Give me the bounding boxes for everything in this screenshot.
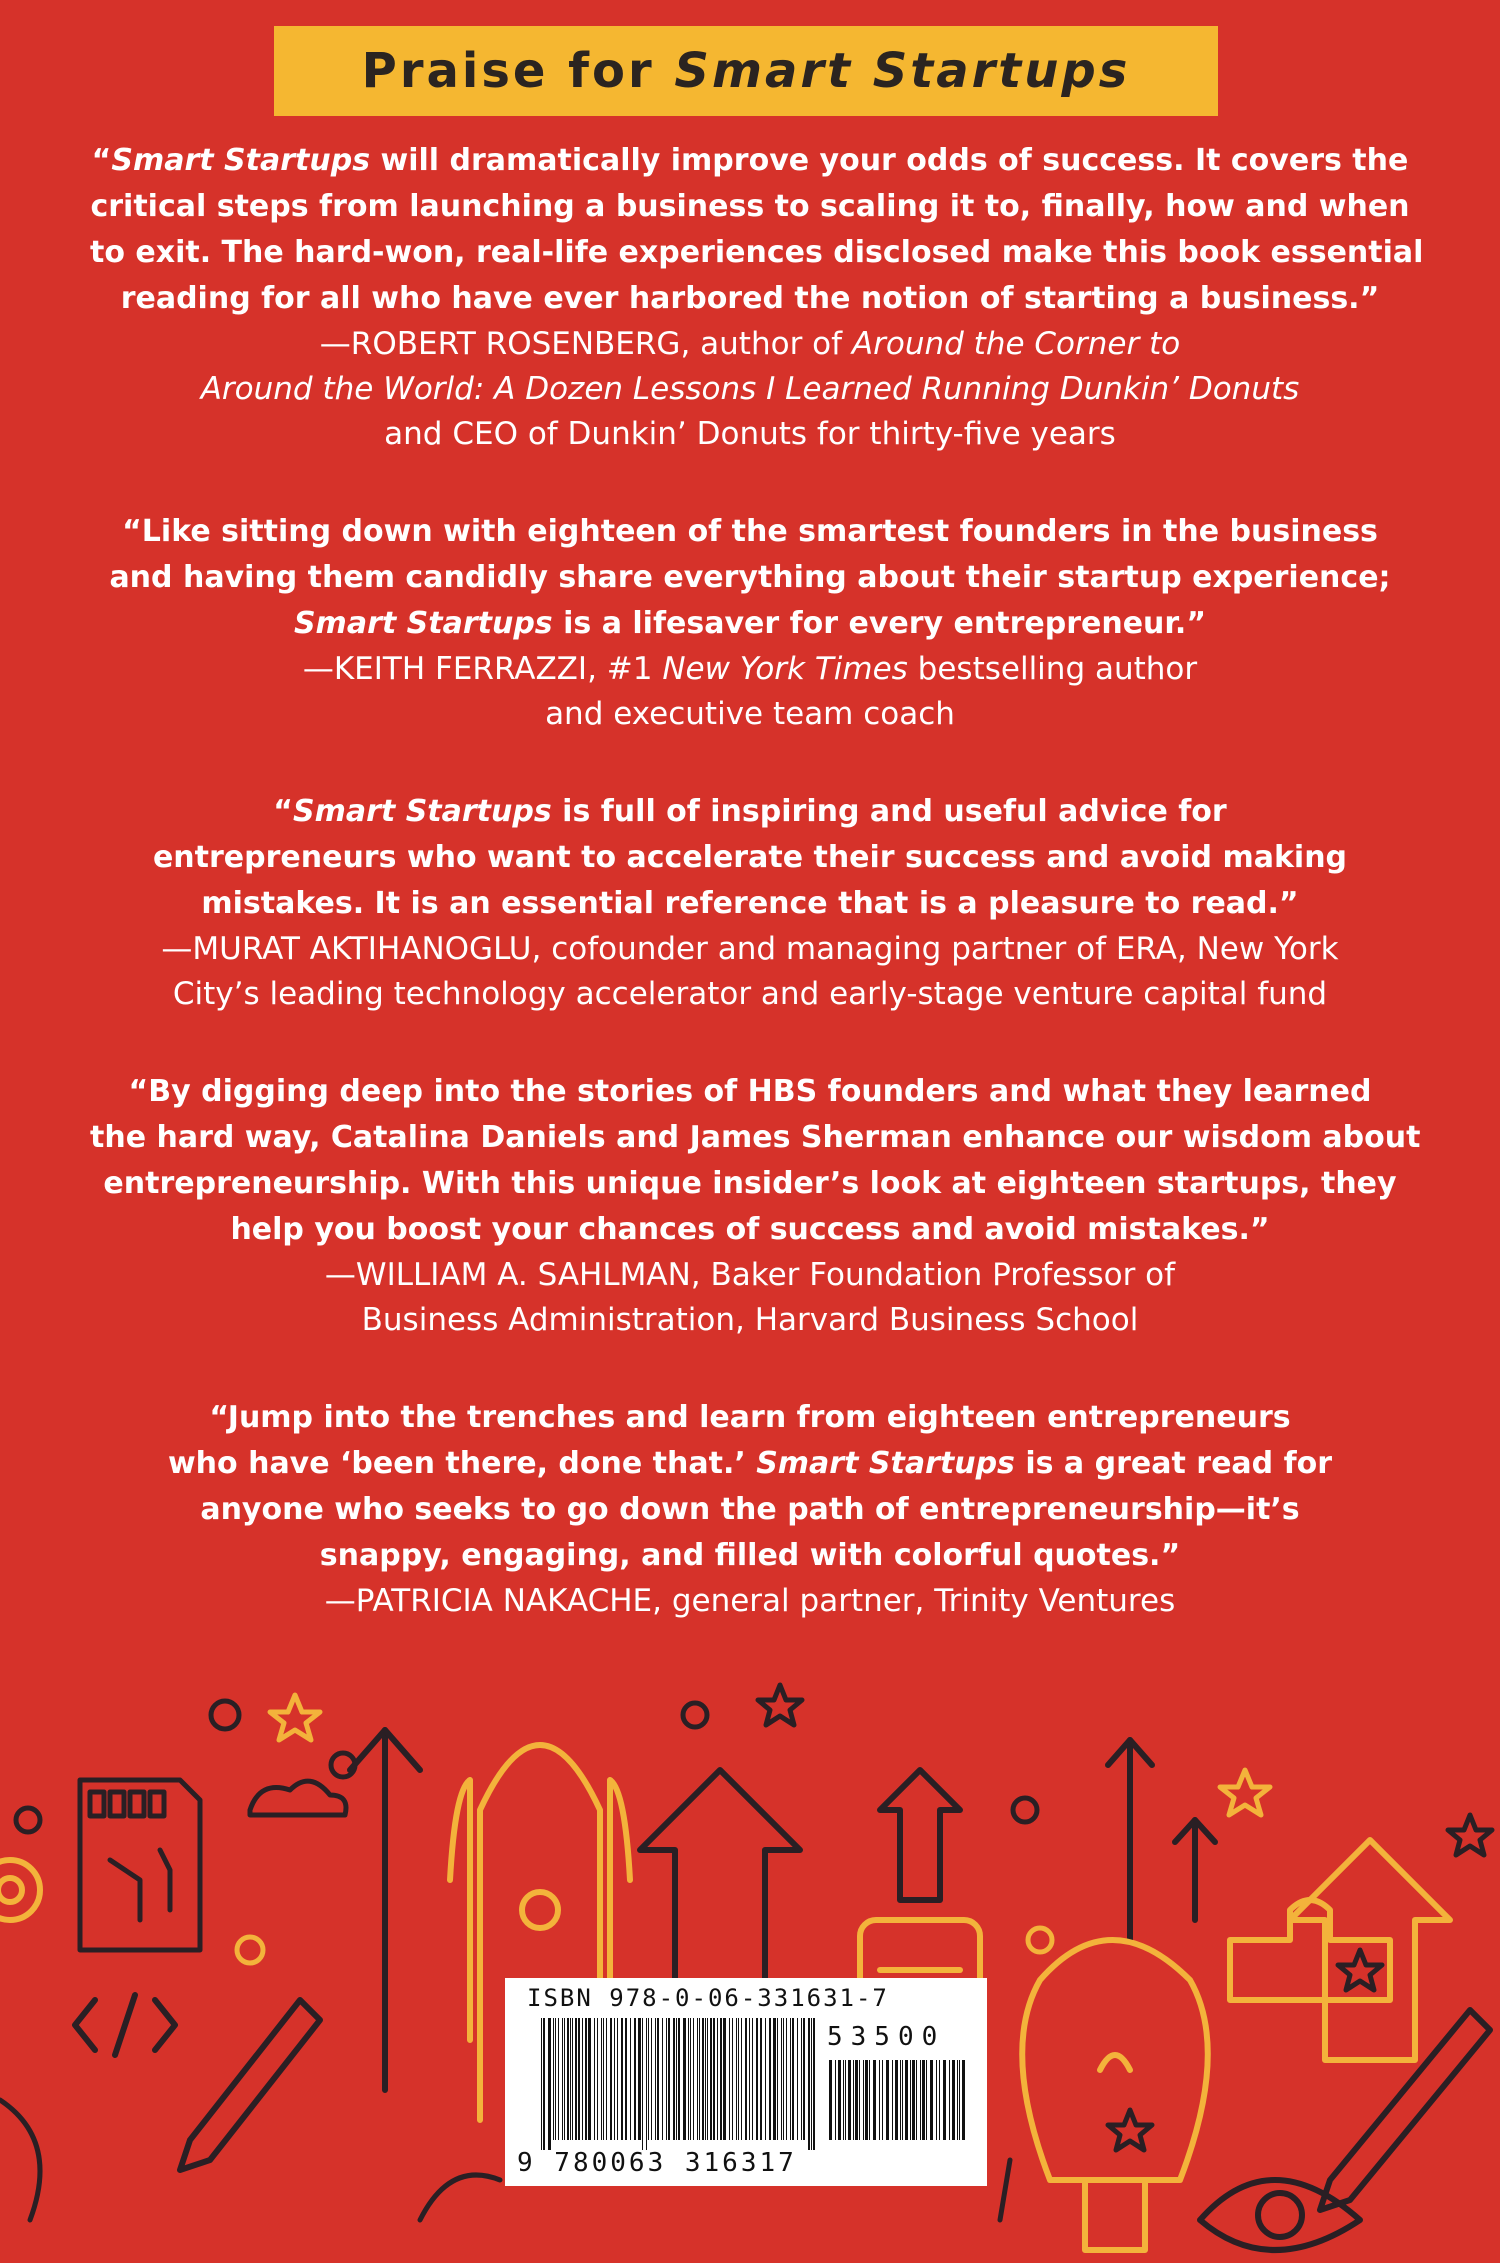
barcode-bar [673,2018,675,2140]
lightbulb-icon [1022,1940,1208,2250]
barcode-bar [741,2018,742,2140]
barcode-bar [567,2018,569,2140]
barcode-bar [662,2018,663,2140]
barcode-bar [801,2018,802,2140]
barcode-bar [829,2060,832,2140]
barcode-bar [790,2018,791,2140]
barcode-bar [926,2060,927,2140]
text-run: to exit. The hard-won, real-life experiences disclosed make this book essential [90,235,1424,270]
barcode-bar [690,2018,691,2140]
quote-line [90,1533,1410,1579]
barcode-bar [939,2060,940,2140]
barcode-bar [808,2018,810,2150]
barcode-bar [705,2018,706,2140]
quote-line [90,276,1410,322]
text-run: “Jump into the trenches and learn from eighteen entrepreneurs [209,1400,1291,1435]
barcode-bar [765,2018,766,2140]
text-run: entrepreneurship. With this unique insider’s look at eighteen startups, they [103,1166,1397,1201]
barcode-bar [957,2060,958,2140]
italic-title: Smart Startups [293,606,553,641]
barcode-bar [769,2018,771,2140]
barcode-bar [625,2018,627,2140]
text-run: “ [273,794,293,829]
barcode-bar [916,2060,917,2140]
quote-line [90,184,1410,230]
barcode-bar [541,2018,542,2150]
barcode-bar [936,2060,937,2140]
italic-title: New York Times [662,651,908,687]
barcode-bar [835,2060,836,2140]
text-run: will dramatically improve your odds of success. It covers the [370,143,1409,178]
text-run: “Like sitting down with eighteen of the smartest founders in the business [122,514,1378,549]
eye-icon [1200,2180,1360,2250]
barcode-bar [745,2018,747,2140]
attribution-line [90,1253,1410,1298]
barcode-bar [634,2018,636,2140]
testimonial [90,1069,1421,1343]
barcode-bar [900,2060,901,2140]
barcode-bar [657,2018,659,2140]
barcode-bar [813,2018,815,2150]
barcode-bar [603,2018,604,2140]
barcode-bar [710,2018,712,2140]
italic-title: Smart Startups [293,794,552,829]
barcode-bar [786,2018,787,2140]
quote-line [90,1069,1410,1115]
text-run: and executive team coach [545,696,955,732]
text-run: —WILLIAM A. SAHLMAN, Baker Foundation Professor of [324,1257,1176,1293]
title-book: Smart Startups [674,43,1131,99]
barcode-bar [943,2060,946,2140]
barcode-bar [570,2018,571,2140]
barcode-bar [732,2018,733,2140]
text-run: help you boost your chances of success and avoid mistakes.” [230,1212,1270,1247]
barcode-bar [630,2018,631,2140]
barcode-bar [783,2018,784,2140]
barcode-bar [892,2060,893,2140]
attribution-line [90,692,1410,737]
barcode-bar [578,2018,580,2140]
italic-title: Around the Corner to [851,326,1181,362]
barcode-bar [792,2018,794,2140]
barcode-bar [614,2018,615,2140]
barcode-bar [949,2060,950,2140]
barcode-bar [585,2018,587,2140]
barcode-bar [797,2018,798,2140]
barcode-bar [811,2018,812,2150]
text-run: snappy, engaging, and filled with colorful quotes.” [319,1538,1181,1573]
quote-line [90,1395,1410,1441]
isbn-digits: 9 780063 316317 [517,2148,797,2178]
chip-icon [80,1780,200,1950]
barcode-bar [781,2018,782,2140]
barcode-bar [651,2018,652,2140]
attribution-line [90,1298,1410,1343]
barcode-bar [803,2018,805,2140]
text-run: mistakes. It is an essential reference that is a pleasure to read.” [201,886,1299,921]
barcode-bar [838,2060,841,2140]
text-run: who have ‘been there, done that.’ [167,1446,757,1481]
barcode-bar [756,2018,758,2140]
barcode-bar [879,2060,880,2140]
italic-title: Around the World: A Dozen Lessons I Learned Running Dunkin’ Donuts [200,371,1300,407]
barcode-bar [575,2018,577,2140]
barcode-bar [617,2018,618,2140]
barcode-bar [699,2018,700,2140]
barcode-bar [962,2060,965,2140]
barcode-bar [895,2060,898,2140]
quote-line [90,1441,1410,1487]
text-run: —ROBERT ROSENBERG, author of [319,326,852,362]
barcode-bar [678,2018,680,2140]
quote-line [90,1487,1410,1533]
barcode-bar [853,2060,854,2140]
barcode-bar [582,2018,583,2140]
barcode-bar [865,2060,868,2140]
barcode-bar [543,2018,545,2150]
quotes-section [90,138,1424,1676]
barcode-panel [505,1978,987,2186]
barcode-bar [606,2018,607,2140]
text-run: Business Administration, Harvard Business School [361,1302,1139,1338]
title-prefix: Praise for [361,43,675,99]
text-run: entrepreneurs who want to accelerate their success and avoid making [152,840,1348,875]
barcode-bar [777,2018,778,2140]
barcode-addon [827,2060,967,2150]
barcode-bar [683,2018,686,2140]
testimonial [90,789,1410,1017]
barcode-bar [646,2018,647,2150]
barcode-bar [601,2018,602,2140]
title-banner [274,26,1218,116]
barcode-bar [713,2018,715,2140]
barcode-bar [760,2018,762,2140]
attribution-line [90,927,1410,972]
barcode-bar [882,2060,883,2140]
testimonial [90,1395,1410,1624]
text-run: is full of inspiring and useful advice for [551,794,1227,829]
barcode-bar [638,2018,641,2140]
circle-icon [237,1928,1052,1963]
barcode-main [539,2018,819,2150]
price-code: 53500 [827,2022,946,2052]
barcode-bar [920,2060,921,2140]
quote-line [90,230,1424,276]
attribution-line [90,972,1410,1017]
barcode-bar [594,2018,595,2140]
quote-line [90,1161,1410,1207]
barcode-bar [717,2018,718,2140]
text-run: and having them candidly share everything about their startup experience; [109,560,1391,595]
cloud-icon [250,1781,346,1815]
barcode-bar [702,2018,704,2140]
barcode-bar [666,2018,667,2140]
barcode-bar [738,2018,739,2140]
text-run: —MURAT AKTIHANOGLU, cofounder and managing partner of ERA, New York [161,931,1339,967]
barcode-bar [558,2018,559,2140]
barcode-bar [588,2018,591,2140]
quote-line [90,509,1410,555]
barcode-bar [548,2018,551,2150]
quote-line [90,1115,1421,1161]
quote-line [90,555,1410,601]
barcode-bar [886,2060,889,2140]
barcode-bar [859,2060,860,2140]
quote-line [90,138,1410,184]
text-run: “By digging deep into the stories of HBS founders and what they learned [128,1074,1372,1109]
barcode-bar [655,2018,656,2140]
barcode-bar [869,2060,870,2140]
attribution-line [90,412,1410,457]
barcode-bar [845,2060,846,2140]
text-run: reading for all who have ever harbored the notion of starting a business.” [120,281,1380,316]
italic-title: Smart Startups [756,1446,1015,1481]
isbn-label: ISBN 978-0-06-331631-7 [527,1984,889,2012]
page-title [362,43,1131,99]
attribution-line [90,367,1410,412]
text-run: bestselling author [907,651,1198,687]
barcode-bar [723,2018,726,2140]
barcode-bar [668,2018,670,2140]
barcode-bar [610,2018,612,2140]
barcode-bar [729,2018,730,2140]
barcode-bar [749,2018,750,2140]
barcode-bar [562,2018,563,2140]
barcode-bar [912,2060,915,2140]
text-run: “ [91,143,112,178]
quote-line [90,1207,1410,1253]
barcode-bar [553,2018,554,2140]
barcode-bar [707,2018,708,2140]
barcode-bar [621,2018,623,2140]
quote-line [90,835,1410,881]
barcode-bar [848,2060,851,2140]
text-run: —PATRICIA NAKACHE, general partner, Trinity Ventures [324,1583,1176,1619]
barcode-bar [642,2018,643,2150]
barcode-bar [752,2018,753,2140]
barcode-bar [564,2018,565,2140]
barcode-bar [952,2060,955,2140]
text-run: anyone who seeks to go down the path of entrepreneurship—it’s [200,1492,1300,1527]
barcode-bar [648,2018,649,2140]
arrow-icon [1290,1840,1450,2060]
barcode-bar [922,2060,925,2140]
attribution-line [90,1579,1410,1624]
quote-line [90,881,1410,927]
barcode-bar [910,2060,911,2140]
barcode-bar [693,2018,694,2140]
barcode-bar [597,2018,598,2140]
testimonial [90,509,1410,737]
barcode-bar [720,2018,722,2140]
barcode-bar [863,2060,864,2140]
barcode-bar [773,2018,776,2140]
barcode-bar [676,2018,677,2140]
text-run: the hard way, Catalina Daniels and James Sherman enhance our wisdom about [90,1120,1421,1155]
barcode-bar [873,2060,876,2140]
quote-line [90,789,1410,835]
barcode-bar [930,2060,933,2140]
text-run: and CEO of Dunkin’ Donuts for thirty-five years [384,416,1116,452]
text-run: critical steps from launching a business to scaling it to, finally, how and when [90,189,1410,224]
text-run: is a great read for [1014,1446,1333,1481]
code-icon [75,1995,175,2055]
attribution-line [90,322,1410,367]
testimonial [90,138,1424,457]
barcode-bar [843,2060,844,2140]
barcode-bar [736,2018,737,2140]
barcode-bar [572,2018,573,2140]
barcode-bar [555,2018,556,2140]
barcode-bar [697,2018,698,2140]
quote-line [90,601,1410,647]
text-run: City’s leading technology accelerator and early-stage venture capital fund [172,976,1328,1012]
gear-icon [0,1860,40,1920]
text-run: is a lifesaver for every entrepreneur.” [552,606,1207,641]
barcode-bar [855,2060,858,2140]
text-run: —KEITH FERRAZZI, #1 [302,651,663,687]
barcode-bar [905,2060,908,2140]
barcode-bar [959,2060,960,2140]
barcode-bar [688,2018,689,2140]
attribution-line [90,647,1410,692]
italic-title: Smart Startups [111,143,371,178]
barcode-bar [902,2060,903,2140]
